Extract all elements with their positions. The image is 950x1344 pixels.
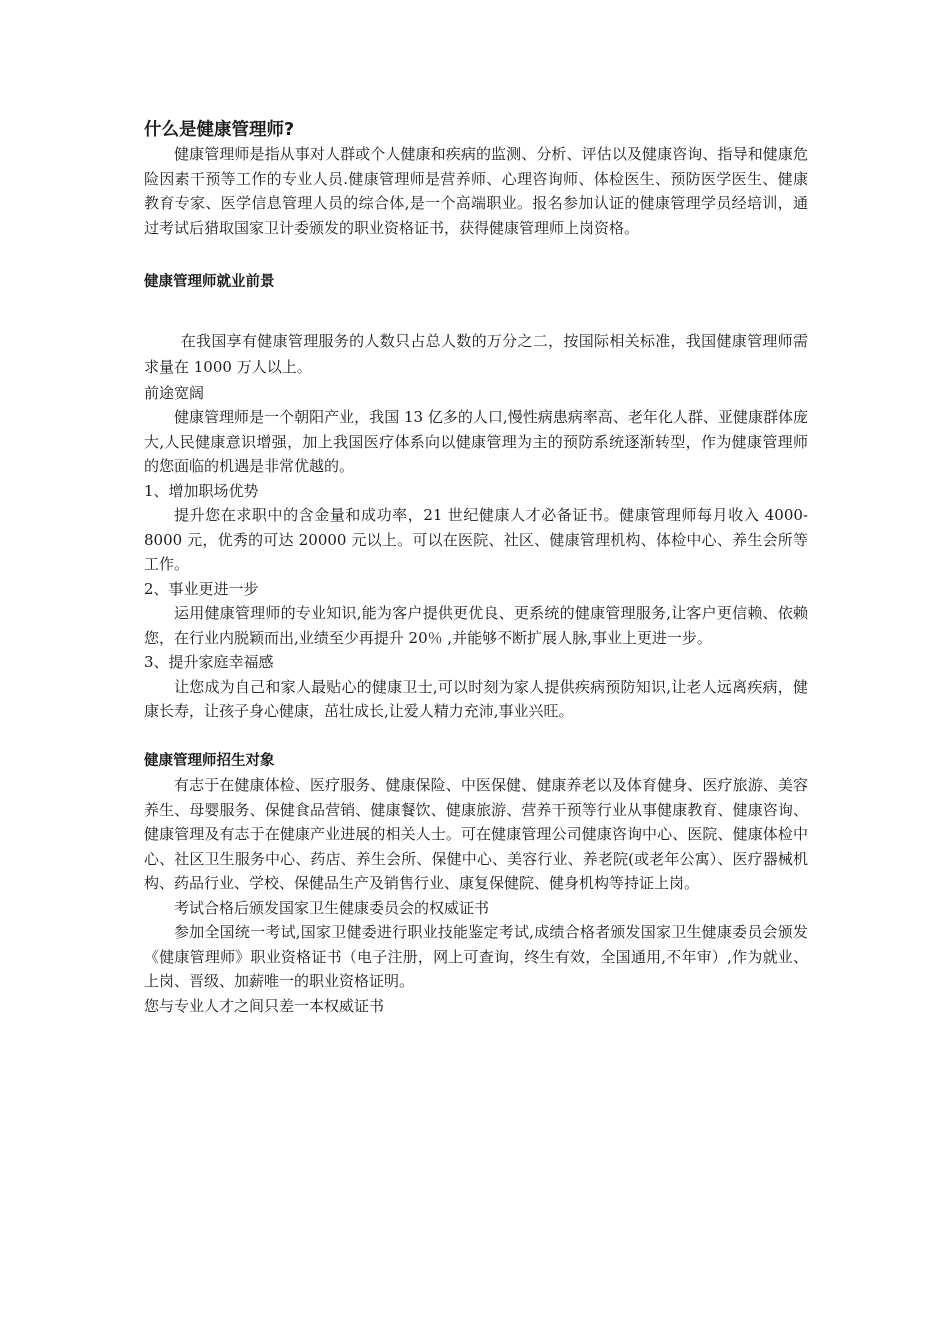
list-item-paragraph: 提升您在求职中的含金量和成功率，21 世纪健康人才必备证书。健康管理师每月收入 4000-8000 元，优秀的可达 20000 元以上。可以在医院、社区、健康管理机构、体检中心、养生会所等工作。 <box>144 506 808 573</box>
certificate-line: 考试合格后颁发国家卫生健康委员会的权威证书 <box>174 898 490 917</box>
document-body <box>144 118 808 1018</box>
future-label: 前途宽阔 <box>144 383 205 402</box>
list-item-paragraph: 让您成为自己和家人最贴心的健康卫士,可以时刻为家人提供疾病预防知识,让老人远离疾病，健康长寿，让孩子身心健康，茁壮成长,让爱人精力充沛,事业兴旺。 <box>144 677 808 720</box>
closing-line: 您与专业人才之间只差一本权威证书 <box>144 996 385 1015</box>
list-item-label: 3、提升家庭幸福感 <box>144 653 274 671</box>
list-item-paragraph: 运用健康管理师的专业知识,能为客户提供更优良、更系统的健康管理服务,让客户更信赖、依赖您，在行业内脱颖而出,业绩至少再提升 20％ ,并能够不断扩展人脉,事业上更进一步。 <box>144 604 808 647</box>
prospects-paragraph: 在我国享有健康管理服务的人数只占总人数的万分之二，按国际相关标准，我国健康管理师需求量在 1000 万人以上。 <box>144 331 808 376</box>
enrollment-paragraph: 有志于在健康体检、医疗服务、健康保险、中医保健、健康养老以及体育健身、医疗旅游、美容养生、母婴服务、保健食品营销、健康餐饮、健康旅游、营养干预等行业从事健康教育、健康咨询、健康管理及有志于在健康产业进展的相关人士。可在健康管理公司健康咨询中心、医院、健康体检中心、社区卫生服务中心、药店、养生会所、保健中心、美容行业、养老院(或老年公寓）、医疗器械机构、药品行业、学校、保健品生产及销售行业、康复保健院、健身机构等持证上岗。 <box>144 776 808 892</box>
spacer <box>144 724 808 749</box>
spacer <box>144 295 808 328</box>
future-paragraph: 健康管理师是一个朝阳产业，我国 13 亿多的人口,慢性病患病率高、老年化人群、亚健康群体庞大,人民健康意识增强，加上我国医疗体系向以健康管理为主的预防系统逐渐转型，作为健康管理师的您面临的机遇是非常优越的。 <box>144 408 808 475</box>
intro-paragraph: 健康管理师是指从事对人群或个人健康和疾病的监测、分析、评估以及健康咨询、指导和健康危险因素干预等工作的专业人员.健康管理师是营养师、心理咨询师、体检医生、预防医学医生、健康教育专家、医学信息管理人员的综合体,是一个高端职业。报名参加认证的健康管理学员经培训，通过考试后猎取国家卫计委颁发的职业资格证书，获得健康管理师上岗资格。 <box>144 145 808 237</box>
certificate-paragraph: 参加全国统一考试,国家卫健委进行职业技能鉴定考试,成绩合格者颁发国家卫生健康委员会颁发《健康管理师》职业资格证书（电子注册，网上可查询，终生有效，全国通用,不年审）,作为就业、上岗、晋级、加薪唯一的职业资格证明。 <box>144 923 808 990</box>
spacer <box>144 240 808 270</box>
page-title: 什么是健康管理师? <box>144 120 295 140</box>
list-item-label: 2、事业更进一步 <box>144 579 259 598</box>
list-item-label: 1、增加职场优势 <box>144 481 259 500</box>
section-heading-enrollment: 健康管理师招生对象 <box>144 752 275 769</box>
section-heading-prospects: 健康管理师就业前景 <box>144 274 275 290</box>
